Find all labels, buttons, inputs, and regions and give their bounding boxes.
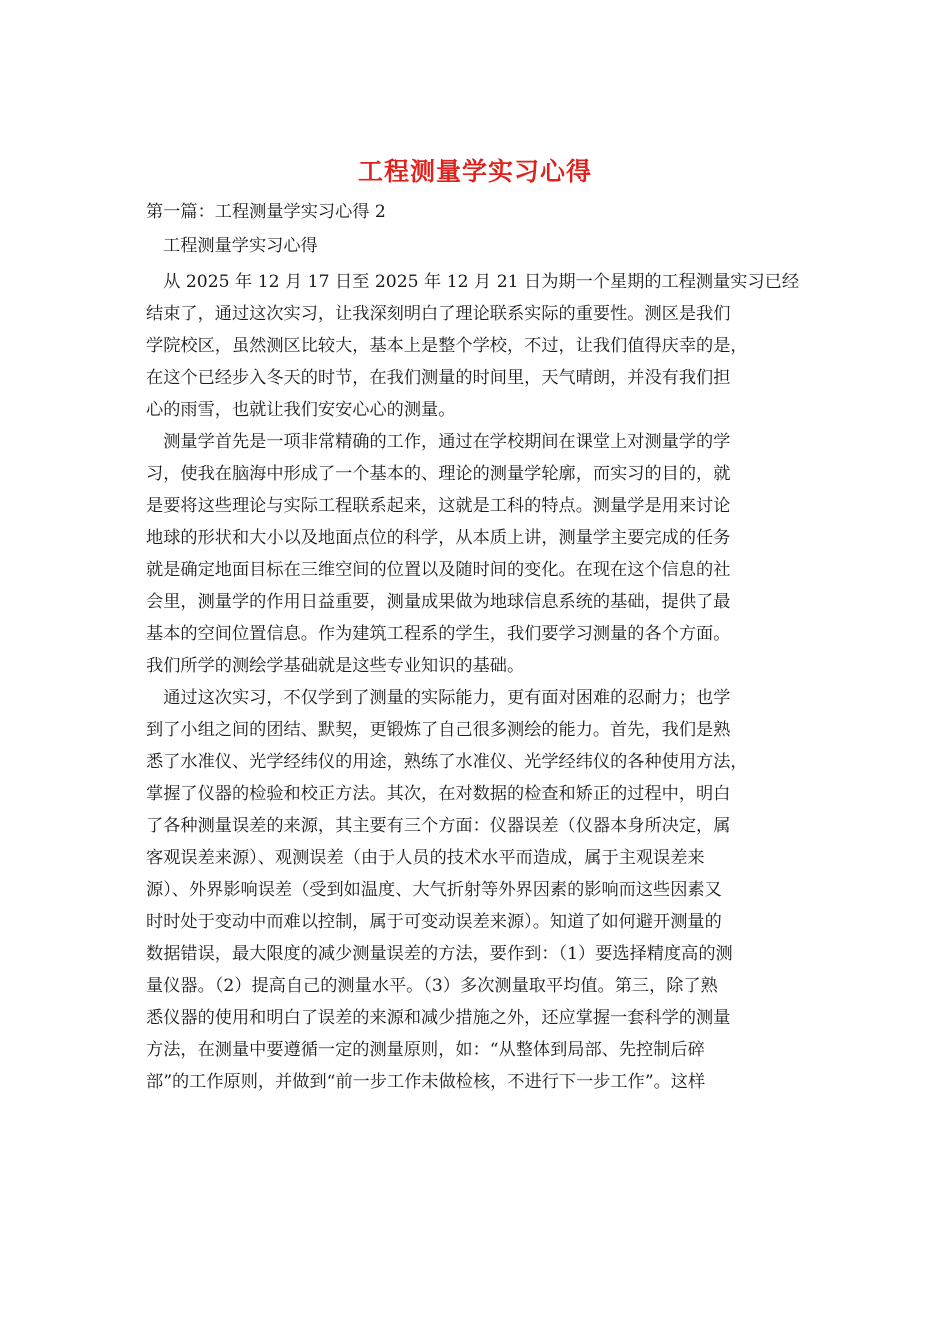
- paragraph-line: 基本的空间位置信息。作为建筑工程系的学生，我们要学习测量的各个方面。: [146, 624, 731, 644]
- paragraph-line: 了各种测量误差的来源，其主要有三个方面：仪器误差（仪器本身所决定，属: [146, 816, 731, 836]
- article-subtitle: 工程测量学实习心得: [163, 236, 318, 256]
- paragraph-line: 从 2025 年 12 月 17 日至 2025 年 12 月 21 日为期一个星期的工程测量实习已经: [146, 272, 800, 292]
- paragraph-line: 掌握了仪器的检验和校正方法。其次，在对数据的检查和矫正的过程中，明白: [146, 784, 731, 804]
- paragraph-line: 时时处于变动中而难以控制，属于可变动误差来源）。知道了如何避开测量的: [146, 912, 722, 932]
- paragraph-line: 在这个已经步入冬天的时节，在我们测量的时间里，天气晴朗，并没有我们担: [146, 368, 731, 388]
- paragraph-line: 测量学首先是一项非常精确的工作，通过在学校期间在课堂上对测量学的学: [146, 432, 731, 452]
- paragraph-line: 通过这次实习，不仅学到了测量的实际能力，更有面对困难的忍耐力；也学: [146, 688, 731, 708]
- paragraph-line: 悉了水准仪、光学经纬仪的用途，熟练了水准仪、光学经纬仪的各种使用方法，: [146, 752, 748, 772]
- paragraph-line: 学院校区，虽然测区比较大，基本上是整个学校，不过，让我们值得庆幸的是，: [146, 336, 748, 356]
- paragraph-line: 就是确定地面目标在三维空间的位置以及随时间的变化。在现在这个信息的社: [146, 560, 731, 580]
- paragraph-line: 数据错误，最大限度的减少测量误差的方法，要作到：（1）要选择精度高的测: [146, 944, 733, 964]
- paragraph-line: 到了小组之间的团结、默契，更锻炼了自己很多测绘的能力。首先，我们是熟: [146, 720, 731, 740]
- document-body: [146, 198, 804, 1098]
- paragraph-line: 源）、外界影响误差（受到如温度、大气折射等外界因素的影响而这些因素又: [146, 880, 722, 900]
- paragraph-line: 量仪器。（2）提高自己的测量水平。（3）多次测量取平均值。第三，除了熟: [146, 976, 718, 996]
- paragraph-line: 心的雨雪，也就让我们安安心心的测量。: [146, 400, 456, 420]
- paragraph-line: 悉仪器的使用和明白了误差的来源和减少措施之外，还应掌握一套科学的测量: [146, 1008, 731, 1028]
- paragraph-line: 地球的形状和大小以及地面点位的科学，从本质上讲，测量学主要完成的任务: [146, 528, 731, 548]
- paragraph-line: 部”的工作原则，并做到“前一步工作未做检核，不进行下一步工作”。这样: [146, 1072, 706, 1092]
- document-title: 工程测量学实习心得: [357, 157, 592, 186]
- paragraph-2: [146, 426, 804, 682]
- paragraph-line: 习，使我在脑海中形成了一个基本的、理论的测量学轮廓，而实习的目的，就: [146, 464, 731, 484]
- paragraph-line: 结束了，通过这次实习，让我深刻明白了理论联系实际的重要性。测区是我们: [146, 304, 731, 324]
- paragraph-1: [146, 266, 804, 426]
- section-heading: 第一篇：工程测量学实习心得 2: [146, 202, 386, 222]
- paragraph-line: 是要将这些理论与实际工程联系起来，这就是工科的特点。测量学是用来讨论: [146, 496, 731, 516]
- paragraph-line: 方法，在测量中要遵循一定的测量原则，如：“从整体到局部、先控制后碎: [146, 1040, 705, 1060]
- paragraph-3: [146, 682, 804, 1098]
- paragraph-line: 客观误差来源）、观测误差（由于人员的技术水平而造成，属于主观误差来: [146, 848, 705, 868]
- paragraph-line: 我们所学的测绘学基础就是这些专业知识的基础。: [146, 656, 525, 676]
- paragraph-line: 会里，测量学的作用日益重要，测量成果做为地球信息系统的基础，提供了最: [146, 592, 731, 612]
